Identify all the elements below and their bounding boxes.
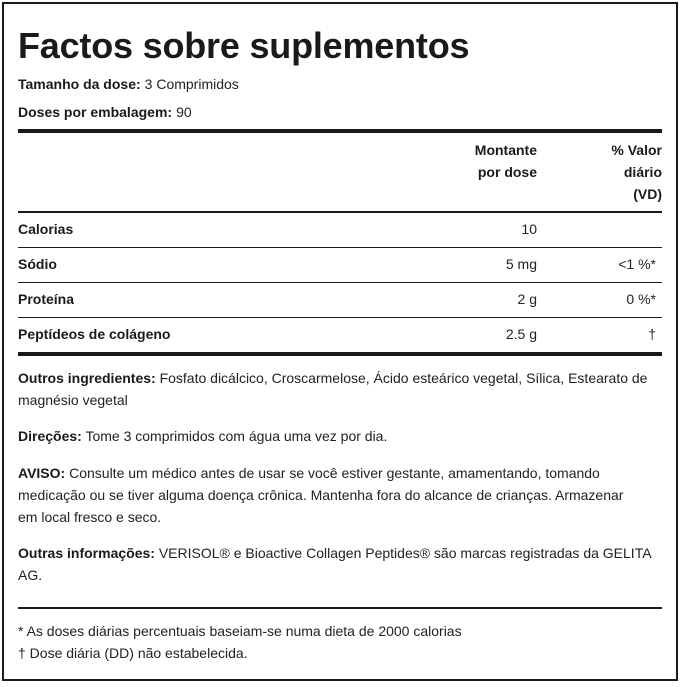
- other-ingredients-label: Outros ingredientes:: [18, 370, 156, 386]
- nutrient-amount: 10: [521, 221, 537, 237]
- nutrient-daily-value: 0 %*: [626, 291, 656, 307]
- dv-header-line: % Valor: [611, 142, 662, 158]
- nutrient-name: Calorias: [18, 221, 74, 237]
- warning-text: Consulte um médico antes de usar se você estiver gestante, amamentando, tomando: [69, 465, 600, 481]
- serving-size-value: 3 Comprimidos: [144, 76, 239, 92]
- warning: [18, 462, 662, 528]
- nutrient-name: Peptídeos de colágeno: [18, 326, 171, 342]
- nutrient-name: Proteína: [18, 291, 75, 307]
- supplement-facts-panel: [2, 2, 678, 681]
- other-ingredients: [18, 367, 662, 411]
- dagger-footnote: † Dose diária (DD) não estabelecida.: [18, 645, 248, 661]
- other-information-text: AG.: [18, 567, 43, 583]
- other-information-line: [18, 542, 662, 564]
- servings-per-container-label: Doses por embalagem:: [18, 104, 173, 120]
- panel-title: Factos sobre suplementos: [18, 25, 470, 66]
- nutrient-row: [18, 213, 662, 247]
- amount-header-line: Montante: [474, 142, 537, 158]
- nutrient-amount: 5 mg: [505, 256, 537, 272]
- divider-thick: [18, 129, 662, 133]
- amount-header-line: por dose: [477, 164, 537, 180]
- directions-line: [18, 425, 662, 447]
- serving-size: [18, 75, 239, 93]
- panel-content: [18, 4, 662, 679]
- servings-per-container: [18, 103, 192, 121]
- other-ingredients-text: magnésio vegetal: [18, 392, 128, 408]
- warning-line: [18, 462, 662, 484]
- directions: [18, 425, 662, 447]
- dv-header-line: (VD): [633, 186, 662, 202]
- daily-value-header: [611, 139, 662, 205]
- other-information-label: Outras informações:: [18, 545, 155, 561]
- nutrient-amount: 2 g: [517, 291, 537, 307]
- nutrient-name: Sódio: [18, 256, 57, 272]
- other-information: [18, 542, 662, 586]
- nutrient-row: [18, 248, 662, 282]
- nutrient-daily-value: †: [648, 326, 656, 342]
- nutrient-row: [18, 318, 662, 352]
- warning-label: AVISO:: [18, 465, 66, 481]
- warning-text: em local fresco e seco.: [18, 509, 162, 525]
- percent-daily-value-footnote: * As doses diárias percentuais baseiam-se numa dieta de 2000 calorias: [18, 623, 462, 639]
- amount-per-serving-header: [475, 139, 537, 183]
- nutrient-daily-value: <1 %*: [618, 256, 656, 272]
- warning-text: medicação ou se tiver alguma doença crônica. Mantenha fora do alcance de crianças. Armazenar: [18, 487, 624, 503]
- directions-label: Direções:: [18, 428, 82, 444]
- divider-footnotes: [18, 607, 662, 609]
- other-ingredients-line: [18, 367, 662, 389]
- directions-text: Tome 3 comprimidos com água uma vez por dia.: [85, 428, 388, 444]
- other-information-text: VERISOL® e Bioactive Collagen Peptides® são marcas registradas da GELITA: [158, 545, 652, 561]
- nutrient-row: [18, 283, 662, 317]
- other-ingredients-text: Fosfato dicálcico, Croscarmelose, Ácido esteárico vegetal, Sílica, Estearato de: [159, 370, 648, 386]
- dv-header-line: diário: [623, 164, 662, 180]
- servings-per-container-value: 90: [176, 104, 192, 120]
- divider-thick: [18, 352, 662, 356]
- nutrient-amount: 2.5 g: [505, 326, 537, 342]
- serving-size-label: Tamanho da dose:: [18, 76, 141, 92]
